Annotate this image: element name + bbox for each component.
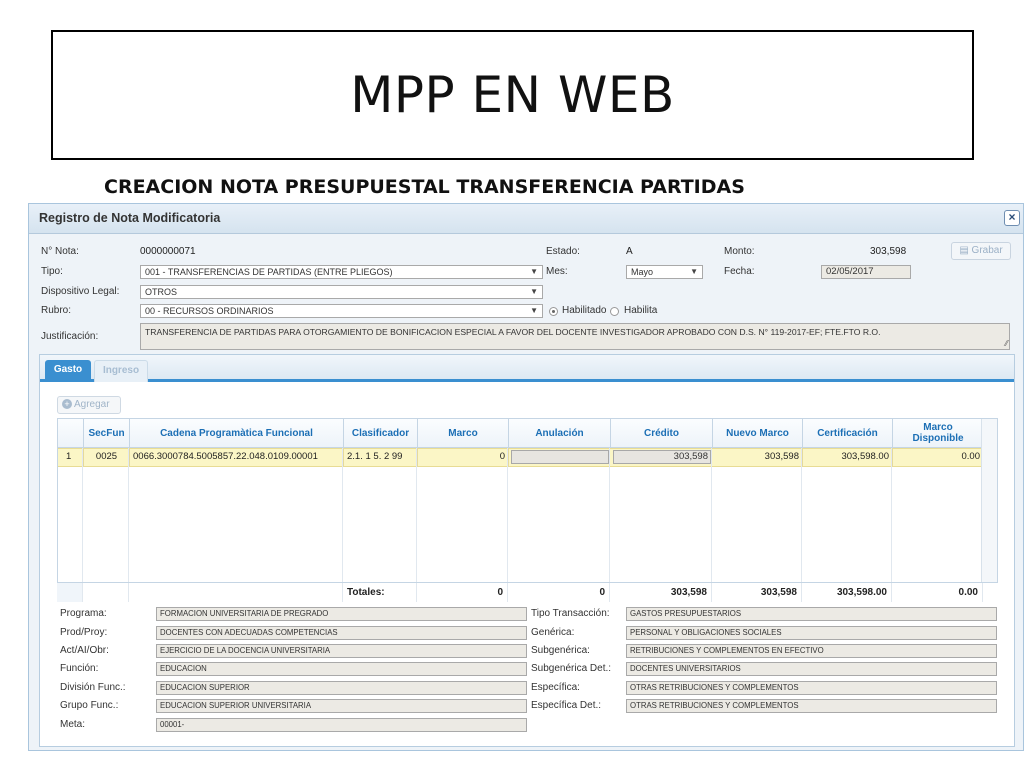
especifica-field[interactable]: OTRAS RETRIBUCIONES Y COMPLEMENTOS [626,681,997,695]
chevron-down-icon: ▼ [530,287,538,296]
programa-label: Programa: [60,608,107,619]
estado-value: A [626,246,633,257]
totals-spacer [57,583,83,602]
tipo-transaccion-label: Tipo Transacción: [531,608,610,619]
funcion-label: Función: [60,663,99,674]
agregar-label: Agregar [74,399,110,410]
totals-certificacion: 303,598.00 [802,583,892,602]
prod-proy-field[interactable]: DOCENTES CON ADECUADAS COMPETENCIAS [156,626,527,640]
totals-anulacion: 0 [508,583,610,602]
justificacion-textarea[interactable] [140,323,1010,350]
chevron-down-icon: ▼ [690,267,698,276]
tipo-transaccion-field[interactable]: GASTOS PRESUPUESTARIOS [626,607,997,621]
cell-marco[interactable]: 0 [418,448,509,467]
fecha-label: Fecha: [724,266,755,277]
partidas-grid [57,418,998,602]
nota-value: 0000000071 [140,246,196,257]
mes-select[interactable] [626,265,703,279]
totals-spacer [129,583,343,602]
totals-credito: 303,598 [610,583,712,602]
especifica-det-field[interactable]: OTRAS RETRIBUCIONES Y COMPLEMENTOS [626,699,997,713]
mes-label: Mes: [546,266,568,277]
tipo-label: Tipo: [41,266,63,277]
meta-label: Meta: [60,719,86,730]
agregar-button[interactable] [57,396,121,414]
slide-title-box [51,30,974,160]
cell-nuevo-marco[interactable]: 303,598 [713,448,803,467]
monto-value: 303,598 [870,246,907,257]
rubro-label: Rubro: [41,305,72,316]
funcion-field[interactable]: EDUCACION [156,662,527,676]
nota-modificatoria-window [28,203,1024,751]
habilita-radio-label: Habilita [624,305,658,316]
fecha-value: 02/05/2017 [826,266,874,277]
act-ai-obr-field[interactable]: EJERCICIO DE LA DOCENCIA UNIVERSITARIA [156,644,527,658]
cell-clasificador[interactable]: 2.1. 1 5. 2 99 [344,448,418,467]
tipo-select-value: 001 - TRANSFERENCIAS DE PARTIDAS (ENTRE PLIEGOS) [145,267,393,277]
rubro-select[interactable] [140,304,543,318]
prod-proy-label: Prod/Proy: [60,627,108,638]
nota-label: N° Nota: [41,246,79,257]
slide-title: MPP EN WEB [350,66,675,124]
subgenerica-field[interactable]: RETRIBUCIONES Y COMPLEMENTOS EN EFECTIVO [626,644,997,658]
dispositivo-label: Dispositivo Legal: [41,286,120,297]
column-header-anulacion[interactable]: Anulación [509,419,611,448]
justificacion-value: TRANSFERENCIA DE PARTIDAS PARA OTORGAMIENTO DE BONIFICACION ESPECIAL A FAVOR DEL DOCENTE INVESTIGADOR APROBADO CON D.S. N° 119-2017-EF; FTE.FTO R.O. [145,327,881,337]
habilita-radio[interactable] [610,307,619,316]
plus-icon: + [62,399,72,409]
slide-subtitle: CREACION NOTA PRESUPUESTAL TRANSFERENCIA PARTIDAS [104,176,745,198]
dispositivo-select[interactable] [140,285,543,299]
totals-spacer [83,583,129,602]
resize-handle-icon[interactable]: ⁄⁄ [1005,339,1008,348]
subgenerica-label: Subgenérica: [531,645,590,656]
grupo-func-field[interactable]: EDUCACION SUPERIOR UNIVERSITARIA [156,699,527,713]
save-icon: ▤ [959,245,969,256]
totals-label: Totales: [343,583,417,602]
division-func-label: División Func.: [60,682,126,693]
cell-anulacion-input[interactable] [511,450,609,464]
window-title: Registro de Nota Modificatoria [39,211,221,225]
tab-bar [40,355,1014,382]
meta-field[interactable]: 00001- [156,718,527,732]
totals-marco-disponible: 0.00 [892,583,983,602]
dispositivo-select-value: OTROS [145,287,178,297]
close-icon[interactable]: × [1004,210,1020,226]
totals-nuevo-marco: 303,598 [712,583,802,602]
column-header-clasificador[interactable]: Clasificador [344,419,418,448]
especifica-label: Específica: [531,682,580,693]
monto-label: Monto: [724,246,755,257]
column-header-secfun[interactable]: SecFun [84,419,130,448]
fecha-field[interactable] [821,265,911,279]
habilitado-radio-label: Habilitado [562,305,607,316]
totals-row [57,582,998,602]
column-header-marco-disponible[interactable]: Marco Disponible [893,419,984,448]
division-func-field[interactable]: EDUCACION SUPERIOR [156,681,527,695]
tab-gasto[interactable]: Gasto [45,360,91,382]
grabar-label: Grabar [971,245,1003,256]
cell-credito-input[interactable]: 303,598 [613,450,711,464]
generica-label: Genérica: [531,627,575,638]
subgenerica-det-field[interactable]: DOCENTES UNIVERSITARIOS [626,662,997,676]
generica-field[interactable]: PERSONAL Y OBLIGACIONES SOCIALES [626,626,997,640]
mes-select-value: Mayo [631,267,654,277]
cell-cadena[interactable]: 0066.3000784.5005857.22.048.0109.00001 [130,448,344,467]
totals-marco: 0 [417,583,508,602]
grid-scrollbar[interactable] [981,419,997,601]
window-header [29,204,1023,234]
column-header-nuevo-marco[interactable]: Nuevo Marco [713,419,803,448]
row-number: 1 [58,448,84,467]
act-ai-obr-label: Act/AI/Obr: [60,645,109,656]
habilitado-radio[interactable] [549,307,558,316]
grupo-func-label: Grupo Func.: [60,700,119,711]
detail-panel [39,354,1015,747]
column-header-rownum [58,419,84,448]
chevron-down-icon: ▼ [530,306,538,315]
cell-marco-disponible[interactable]: 0.00 [893,448,984,467]
tab-ingreso[interactable]: Ingreso [94,360,148,382]
cell-secfun[interactable]: 0025 [84,448,130,467]
justificacion-label: Justificación: [41,331,99,342]
column-header-marco[interactable]: Marco [418,419,509,448]
column-header-certificacion[interactable]: Certificación [803,419,893,448]
cell-certificacion[interactable]: 303,598.00 [803,448,893,467]
subgenerica-det-label: Subgenérica Det.: [531,663,612,674]
grabar-button[interactable] [951,242,1011,260]
rubro-select-value: 00 - RECURSOS ORDINARIOS [145,306,274,316]
especifica-det-label: Específica Det.: [531,700,602,711]
column-header-cadena[interactable]: Cadena Programàtica Funcional [130,419,344,448]
chevron-down-icon: ▼ [530,267,538,276]
estado-label: Estado: [546,246,580,257]
programa-field[interactable]: FORMACION UNIVERSITARIA DE PREGRADO [156,607,527,621]
tipo-select[interactable] [140,265,543,279]
column-header-credito[interactable]: Crédito [611,419,713,448]
